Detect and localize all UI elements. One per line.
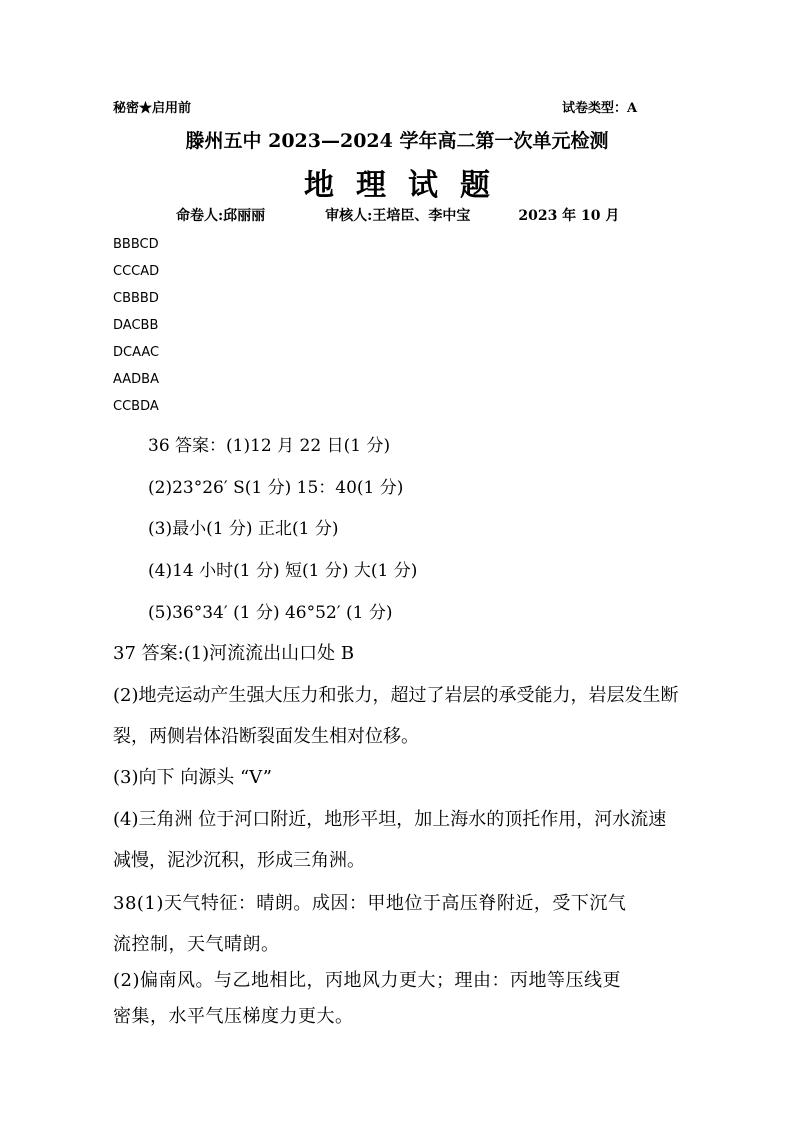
choice-answer-row: BBBCD	[113, 237, 159, 252]
q38-line: 流控制，天气晴朗。	[113, 934, 280, 955]
q37-line: (4)三角洲 位于河口附近，地形平坦，加上海水的顶托作用，河水流速	[113, 809, 667, 830]
choice-answer-row: CCBDA	[113, 399, 159, 414]
reviewer: 审核人:王培臣、李中宝	[325, 208, 471, 224]
q36-line: (4)14 小时(1 分) 短(1 分) 大(1 分)	[148, 561, 418, 581]
q37-line: (2)地壳运动产生强大压力和张力，超过了岩层的承受能力，岩层发生断	[113, 685, 679, 706]
q36-line: (2)23°26′ S(1 分) 15：40(1 分)	[148, 478, 404, 498]
choice-answer-row: CCCAD	[113, 264, 160, 279]
q38-line: (2)偏南风。与乙地相比，丙地风力更大；理由：丙地等压线更	[113, 970, 621, 991]
q37-line: 裂，两侧岩体沿断裂面发生相对位移。	[113, 726, 419, 747]
q36-line: 36 答案：(1)12 月 22 日(1 分)	[148, 436, 391, 456]
q38-line: 38(1)天气特征：晴朗。成因：甲地位于高压脊附近，受下沉气	[113, 893, 627, 914]
choice-answer-row: DCAAC	[113, 345, 160, 360]
q36-line: (3)最小(1 分) 正北(1 分)	[148, 519, 339, 539]
q37-line: 37 答案:(1)河流流出山口处 B	[113, 643, 355, 664]
setter: 命卷人:邱丽丽	[176, 208, 266, 224]
q37-line: (3)向下 向源头 “V”	[113, 767, 273, 788]
q38-line: 密集，水平气压梯度力更大。	[113, 1006, 354, 1027]
school-title: 滕州五中 2023—2024 学年高二第一次单元检测	[185, 130, 609, 152]
q36-line: (5)36°34′ (1 分) 46°52′ (1 分)	[148, 603, 393, 623]
q37-line: 减慢，泥沙沉积，形成三角洲。	[113, 850, 365, 871]
subject-title: 地理试题	[304, 168, 512, 203]
authors-line	[176, 205, 619, 225]
choice-answer-row: AADBA	[113, 372, 159, 387]
choice-answer-row: DACBB	[113, 318, 159, 333]
secret-label: 秘密★启用前	[113, 101, 192, 116]
exam-type-label: 试卷类型：A	[562, 101, 638, 116]
exam-date: 2023 年 10 月	[518, 208, 620, 224]
choice-answer-row: CBBBD	[113, 291, 159, 306]
